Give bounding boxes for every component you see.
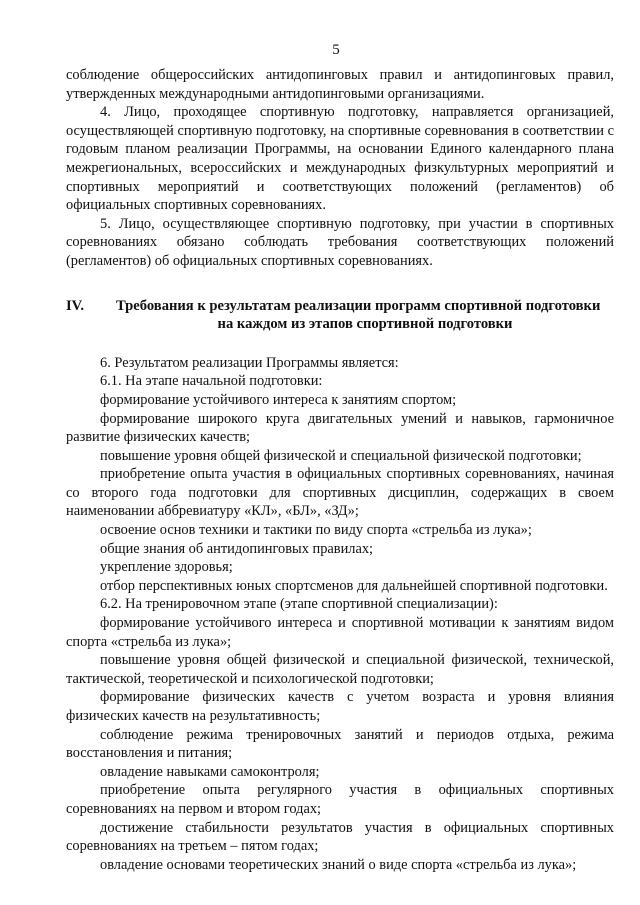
section-title-line-2: на каждом из этапов спортивной подготовки xyxy=(217,316,513,333)
paragraph-continuation: соблюдение общероссийских антидопинговых правил и антидопинговых правил, утвержденных международными антидопинговыми организациями. xyxy=(66,67,614,102)
paragraph-item-4: 4. Лицо, проходящее спортивную подготовку, направляется организацией, осуществляющей спортивную подготовку, на спортивные соревнования в соответствии с годовым планом реализации Программы, на основании Единого календарного плана межрегиональных, всероссийских и международных физкультурных мероприятий и спортивных мероприятий и соответствующих положений (регламентов) об официальных спортивных соревнованиях. xyxy=(66,104,614,214)
section-heading xyxy=(66,297,614,334)
list-item: освоение основ техники и тактики по виду спорта «стрельба из лука»; xyxy=(100,522,532,539)
list-item: формирование устойчивого интереса и спортивной мотивации к занятиям видом спорта «стрельба из лука»; xyxy=(66,615,614,650)
list-item: достижение стабильности результатов участия в официальных спортивных соревнованиях на третьем – пятом годах; xyxy=(66,819,614,855)
list-item: укрепление здоровья; xyxy=(100,559,233,576)
list-item: формирование физических качеств с учетом возраста и уровня влияния физических качеств на результативность; xyxy=(66,689,614,724)
paragraph-item-6-1: 6.1. На этапе начальной подготовки: xyxy=(100,373,323,390)
list-item: отбор перспективных юных спортсменов для дальнейшей спортивной подготовки. xyxy=(100,577,608,594)
list-item: приобретение опыта регулярного участия в официальных спортивных соревнованиях на первом и втором годах; xyxy=(66,782,614,817)
paragraph-item-6-2: 6.2. На тренировочном этапе (этапе спортивной специализации): xyxy=(100,596,498,613)
list-item: приобретение опыта участия в официальных спортивных соревнованиях, начиная со второго года подготовки для спортивных дисциплин, содержащих в своем наименовании аббревиатуру «КЛ», «БЛ», «ЗД»; xyxy=(66,466,614,520)
list-item: соблюдение режима тренировочных занятий и периодов отдыха, режима восстановления и питания; xyxy=(66,726,614,762)
list-item: овладение основами теоретических знаний о виде спорта «стрельба из лука»; xyxy=(100,856,577,873)
document-body xyxy=(66,66,614,874)
list-item: повышение уровня общей физической и специальной физической подготовки; xyxy=(100,447,582,464)
page-number: 5 xyxy=(332,42,340,58)
list-item: формирование широкого круга двигательных умений и навыков, гармоничное развитие физических качеств; xyxy=(66,410,614,446)
list-item: формирование устойчивого интереса к занятиям спортом; xyxy=(100,391,457,408)
section-number: IV. xyxy=(66,297,84,314)
section-title-line-1: Требования к результатам реализации программ спортивной подготовки xyxy=(116,297,601,314)
list-item: овладение навыками самоконтроля; xyxy=(100,763,320,780)
paragraph-item-5: 5. Лицо, осуществляющее спортивную подготовку, при участии в спортивных соревнованиях обязано соблюдать требования соответствующих положений (регламентов) об официальных спортивных соревнованиях. xyxy=(66,215,614,269)
list-item: повышение уровня общей физической и специальной физической, технической, тактической, теоретической и психологической подготовки; xyxy=(66,652,614,687)
list-item: общие знания об антидопинговых правилах; xyxy=(100,540,374,557)
paragraph-item-6: 6. Результатом реализации Программы является: xyxy=(100,354,399,371)
